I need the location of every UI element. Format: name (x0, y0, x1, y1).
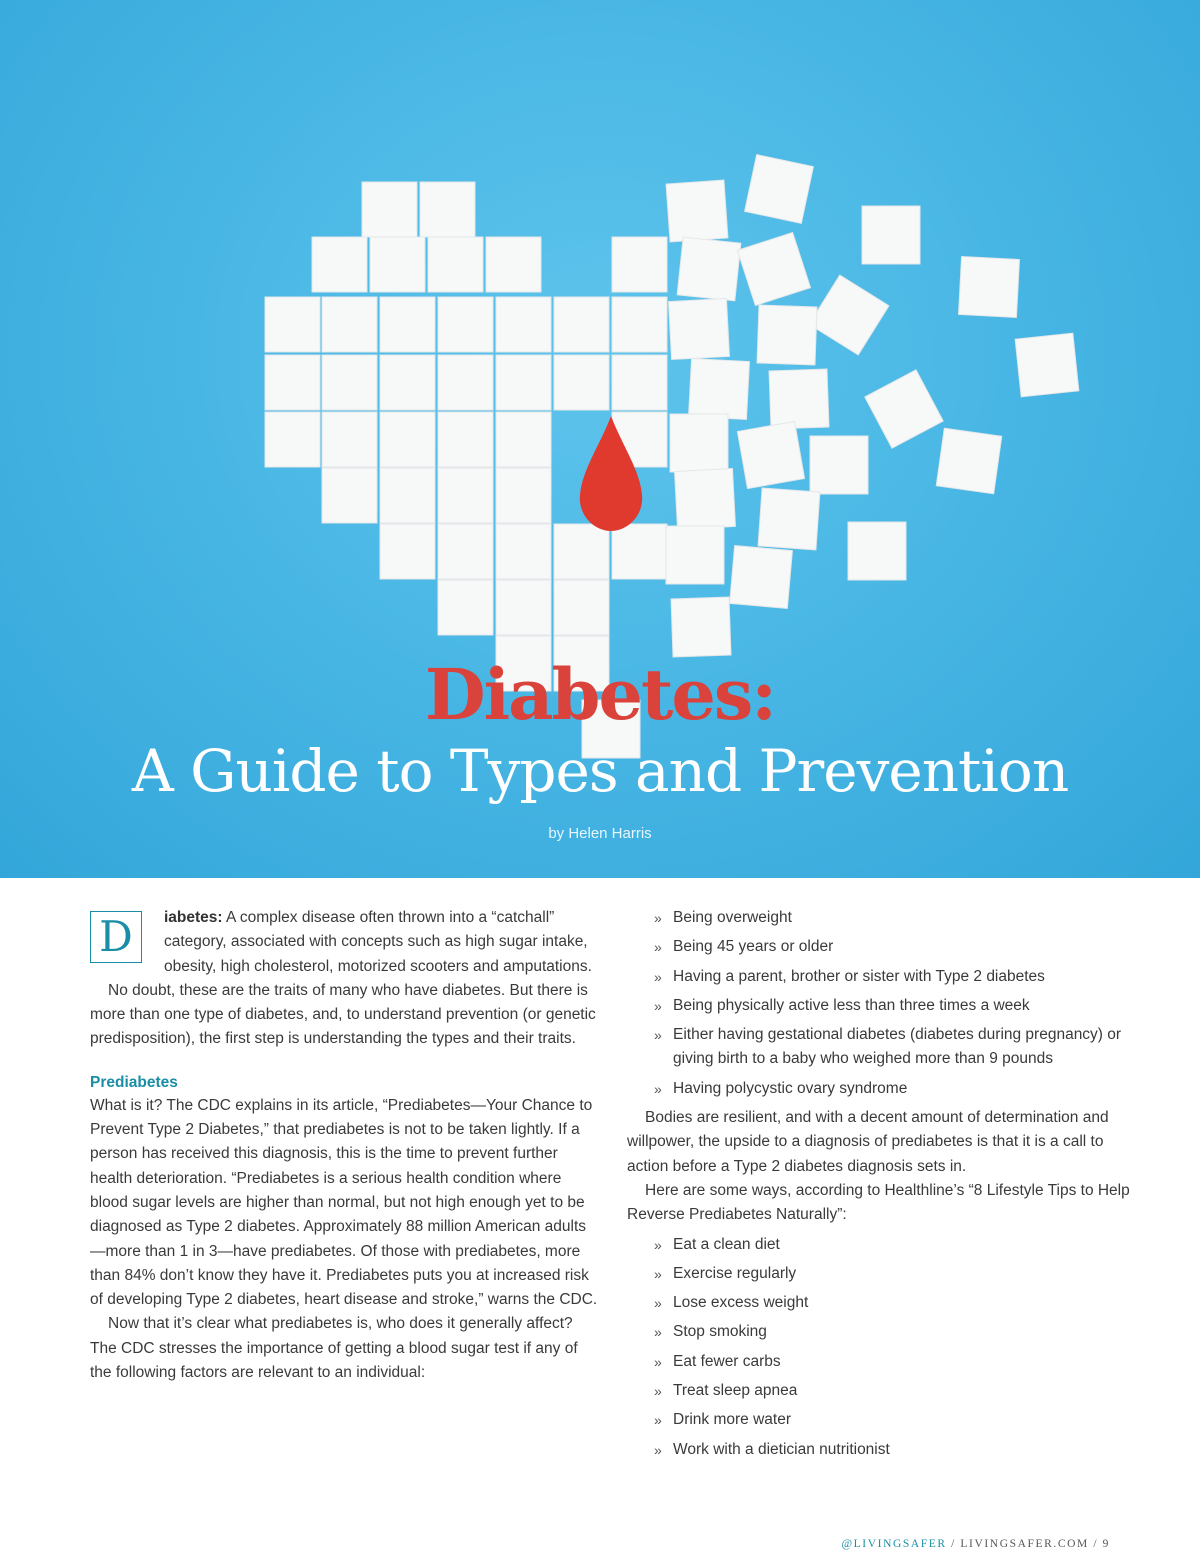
paragraph-6: Here are some ways, according to Healthline’s “8 Lifestyle Tips to Help Reverse Prediabetes Naturally”: (627, 1181, 1130, 1224)
list-item-text: Being 45 years or older (673, 938, 834, 956)
list-item-text: Having a parent, brother or sister with Type 2 diabetes (673, 967, 1045, 985)
sugar-cube (809, 275, 889, 355)
bullet-marker: » (654, 1441, 662, 1458)
sugar-cube (689, 359, 750, 420)
intro-paragraph (90, 906, 600, 979)
sugar-cube (810, 436, 868, 494)
list-item-text: Lose excess weight (673, 1294, 809, 1312)
sugar-cube (612, 297, 667, 352)
sugar-cube (554, 355, 609, 410)
list-item (627, 1438, 1132, 1462)
sugar-cube (671, 597, 731, 657)
list-item-text: Being overweight (673, 909, 792, 926)
sugar-cube (362, 182, 417, 237)
risk-factor-list (627, 906, 1132, 1101)
list-item-text: Eat fewer carbs (673, 1352, 781, 1370)
list-item (627, 1320, 1132, 1344)
sugar-cube (265, 355, 320, 410)
paragraph-2: No doubt, these are the traits of many who have diabetes. But there is more than one type of diabetes, and, to understand prevention (or genetic predisposition), the first step is understanding the types and their traits. (90, 981, 596, 1048)
sugar-cube (486, 237, 541, 292)
sugar-cube (322, 297, 377, 352)
sugar-cube (380, 412, 435, 467)
sugar-cube (959, 257, 1020, 318)
list-item (627, 1262, 1132, 1286)
sugar-cube (554, 524, 609, 579)
bullet-marker: » (654, 939, 662, 956)
bullet-marker: » (654, 1295, 662, 1312)
list-item (627, 1233, 1132, 1257)
sugar-cube (496, 468, 551, 523)
page-footer (841, 1538, 1110, 1550)
list-item (627, 994, 1132, 1018)
sugar-cube (737, 232, 810, 305)
article-subtitle: A Guide to Types and Prevention (131, 737, 1069, 805)
sugar-cube (380, 355, 435, 410)
list-item (627, 906, 1132, 930)
sugar-cube (758, 488, 820, 550)
sugar-cube (936, 428, 1002, 494)
sugar-cube (612, 524, 667, 579)
dropcap: D (90, 911, 142, 963)
sugar-cube (380, 524, 435, 579)
intro-text: A complex disease often thrown into a “catchall” category, associated with concepts such as high sugar intake, obesity, high cholesterol, motorized scooters and amputations. (164, 909, 592, 975)
sugar-cube (862, 206, 920, 264)
sugar-cube (370, 237, 425, 292)
sugar-cube (865, 370, 943, 448)
list-item (627, 1291, 1132, 1315)
sugar-cube (757, 305, 817, 365)
bullet-marker: » (654, 968, 662, 985)
sugar-cube (312, 237, 367, 292)
list-item-text: Being physically active less than three times a week (673, 996, 1030, 1014)
bullet-marker: » (654, 1324, 662, 1341)
sugar-cube (380, 468, 435, 523)
bullet-marker: » (654, 997, 662, 1014)
section-heading-prediabetes: Prediabetes (90, 1073, 178, 1091)
list-item-text: Exercise regularly (673, 1264, 797, 1282)
paragraph-5: Bodies are resilient, and with a decent amount of determination and willpower, the upside to a diagnosis of prediabetes is that it is a call to action before a Type 2 diabetes diagnosis sets in. (627, 1109, 1109, 1175)
list-item (627, 935, 1132, 959)
list-item-text: Drink more water (673, 1411, 791, 1429)
sugar-cube (554, 580, 609, 635)
sugar-cube (612, 355, 667, 410)
paragraph-4: Now that it’s clear what prediabetes is, who does it generally affect? The CDC stresses the importance of getting a blood sugar test if any of the following factors are relevant to an individual: (90, 1315, 578, 1382)
list-item (627, 965, 1132, 989)
sugar-cube (420, 182, 475, 237)
list-item-text: Either having gestational diabetes (diabetes during pregnancy) or giving birth to a baby who weighed more than 9 pounds (673, 1026, 1122, 1068)
list-item (627, 1077, 1132, 1101)
bullet-marker: » (654, 1080, 662, 1097)
list-item-text: Having polycystic ovary syndrome (673, 1079, 908, 1097)
sugar-cube (730, 546, 793, 609)
article-column-right (627, 906, 1132, 1467)
sugar-cube (496, 355, 551, 410)
bullet-marker: » (654, 910, 662, 926)
sugar-cube (737, 421, 804, 488)
sugar-cube (669, 299, 730, 360)
tips-list (627, 1233, 1132, 1462)
article-column-left (90, 906, 600, 1385)
bullet-marker: » (654, 1236, 662, 1253)
bullet-marker: » (654, 1353, 662, 1370)
page-number: 9 (1102, 1538, 1110, 1550)
website-link: LIVINGSAFER.COM (960, 1538, 1089, 1550)
sugar-cube (322, 468, 377, 523)
sugar-cube (438, 412, 493, 467)
sugar-cube (428, 237, 483, 292)
list-item (627, 1408, 1132, 1432)
sugar-cube (496, 412, 551, 467)
sugar-cube (438, 355, 493, 410)
sugar-cube (265, 297, 320, 352)
sugar-cube (1015, 333, 1079, 397)
sugar-cube (670, 414, 728, 472)
footer-separator: / (1088, 1538, 1103, 1550)
sugar-cube (666, 526, 724, 584)
bullet-marker: » (654, 1383, 662, 1400)
sugar-cube (745, 155, 814, 224)
sugar-cube (438, 297, 493, 352)
sugar-cube (554, 297, 609, 352)
sugar-cube (612, 237, 667, 292)
bullet-marker: » (654, 1027, 662, 1044)
sugar-cube (496, 297, 551, 352)
paragraph-3: What is it? The CDC explains in its article, “Prediabetes—Your Chance to Prevent Type 2 Diabetes,” that prediabetes is not to be taken lightly. If a person has received this diagnosis, this is the time to prevent further health deterioration. “Prediabetes is a serious health condition where blood sugar levels are higher than normal, but not high enough yet to be diagnosed as Type 2 diabetes. Approximately 88 million American adults—more than 1 in 3—have prediabetes. Of those with prediabetes, more than 84% don’t know they have it. Prediabetes puts you at increased risk of developing Type 2 diabetes, heart disease and stroke,” warns the CDC. (90, 1096, 598, 1309)
bullet-marker: » (654, 1412, 662, 1429)
sugar-cube (675, 469, 736, 530)
sugar-cube (496, 580, 551, 635)
sugar-cube (265, 412, 320, 467)
sugar-cube (666, 180, 728, 242)
list-item (627, 1350, 1132, 1374)
sugar-cube (848, 522, 906, 580)
sugar-cube (769, 369, 829, 429)
sugar-cube (677, 237, 741, 301)
list-item-text: Stop smoking (673, 1323, 767, 1341)
bullet-marker: » (654, 1265, 662, 1282)
sugar-cube (496, 524, 551, 579)
sugar-cube (380, 297, 435, 352)
list-item (627, 1379, 1132, 1403)
sugar-cube (322, 412, 377, 467)
sugar-cube (438, 524, 493, 579)
list-item (627, 1023, 1132, 1072)
sugar-cube (438, 468, 493, 523)
list-item-text: Work with a dietician nutritionist (673, 1440, 890, 1458)
list-item-text: Treat sleep apnea (673, 1382, 798, 1400)
sugar-cube (438, 580, 493, 635)
article-title: Diabetes: (424, 653, 776, 736)
intro-lead: iabetes: (164, 909, 223, 926)
sugar-cube (322, 355, 377, 410)
byline: by Helen Harris (548, 825, 652, 842)
social-handle: @LIVINGSAFER (841, 1538, 947, 1550)
footer-separator: / (946, 1538, 961, 1550)
list-item-text: Eat a clean diet (673, 1235, 780, 1253)
